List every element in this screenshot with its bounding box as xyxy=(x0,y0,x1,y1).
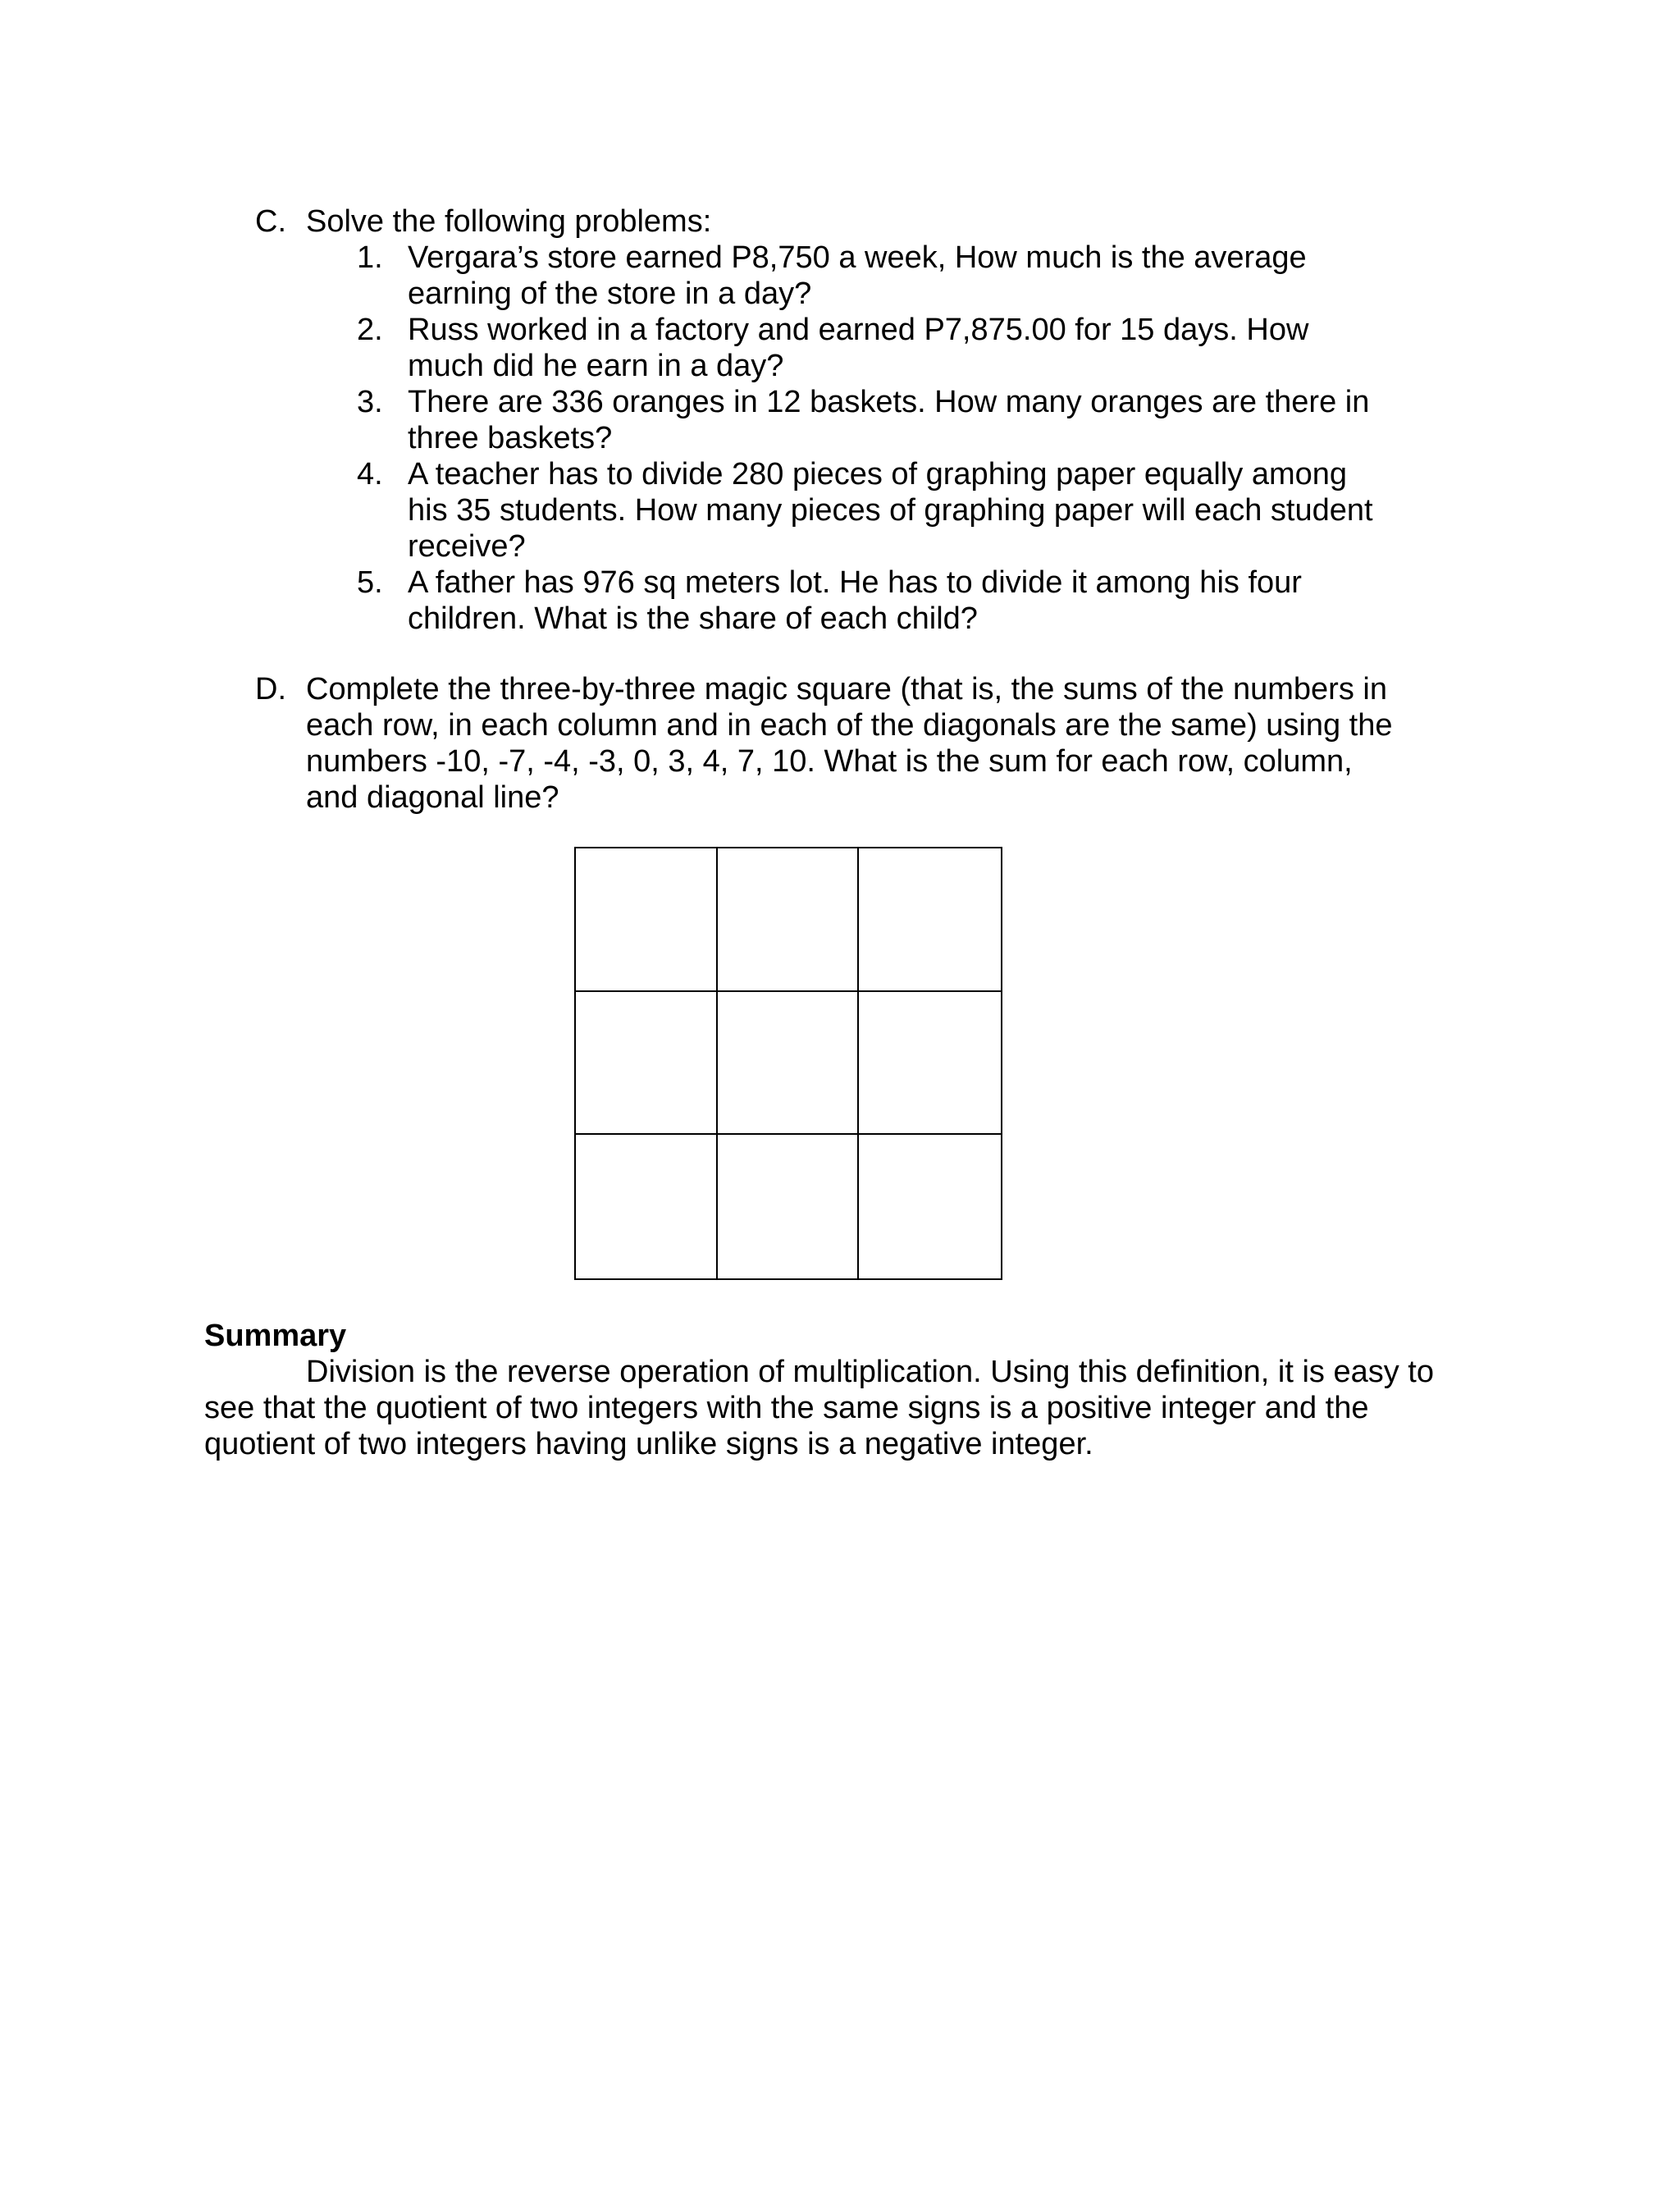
magic-square-cell[interactable] xyxy=(859,848,1001,992)
magic-square-cell[interactable] xyxy=(576,992,718,1136)
problem-number: 3. xyxy=(357,385,383,419)
list-item xyxy=(357,565,1445,637)
summary-text: Division is the reverse operation of multiplication. Using this definition, it is easy to see that the quotient of two integers with the same signs is a positive integer and the quotient of two integers having unlike signs is a negative integer. xyxy=(204,1355,1434,1461)
magic-square-cell[interactable] xyxy=(718,992,860,1136)
section-c-letter: C. xyxy=(255,204,286,239)
problem-text: A father has 976 sq meters lot. He has to divide it among his four children. What is the share of each child? xyxy=(408,565,1302,636)
problem-number: 1. xyxy=(357,240,383,275)
magic-square-cell[interactable] xyxy=(576,1135,718,1278)
problem-list xyxy=(357,240,1445,637)
section-d-text: Complete the three-by-three magic square (that is, the sums of the numbers in each row, in each column and in each of the diagonals are the same) using the numbers -10, -7, -4, -3, 0, 3, 4, 7, 10. What is the sum for each row, column, and diagonal line? xyxy=(306,672,1393,815)
section-d xyxy=(255,671,1412,816)
list-item xyxy=(357,240,1445,312)
problem-number: 5. xyxy=(357,565,383,600)
problem-text: A teacher has to divide 280 pieces of graphing paper equally among his 35 students. How many pieces of graphing paper will each student receive? xyxy=(408,457,1373,564)
magic-square-cell[interactable] xyxy=(859,1135,1001,1278)
section-c-heading-text: Solve the following problems: xyxy=(306,204,712,239)
list-item xyxy=(357,312,1445,384)
magic-square-cell[interactable] xyxy=(859,992,1001,1136)
list-item xyxy=(357,384,1445,456)
summary-title: Summary xyxy=(204,1319,347,1353)
problem-number: 2. xyxy=(357,313,383,347)
list-item xyxy=(357,456,1445,565)
problem-text: There are 336 oranges in 12 baskets. How many oranges are there in three baskets? xyxy=(408,385,1370,455)
magic-square-cell[interactable] xyxy=(576,848,718,992)
problem-text: Vergara’s store earned P8,750 a week, How much is the average earning of the store in a day? xyxy=(408,240,1307,311)
summary-section xyxy=(204,1318,1451,1462)
section-c xyxy=(255,203,1445,637)
magic-square-grid xyxy=(574,847,1002,1280)
section-d-letter: D. xyxy=(255,672,286,706)
section-c-heading xyxy=(255,203,1445,240)
magic-square-cell[interactable] xyxy=(718,848,860,992)
problem-text: Russ worked in a factory and earned P7,875.00 for 15 days. How much did he earn in a day? xyxy=(408,313,1309,383)
magic-square-cell[interactable] xyxy=(718,1135,860,1278)
problem-number: 4. xyxy=(357,457,383,491)
